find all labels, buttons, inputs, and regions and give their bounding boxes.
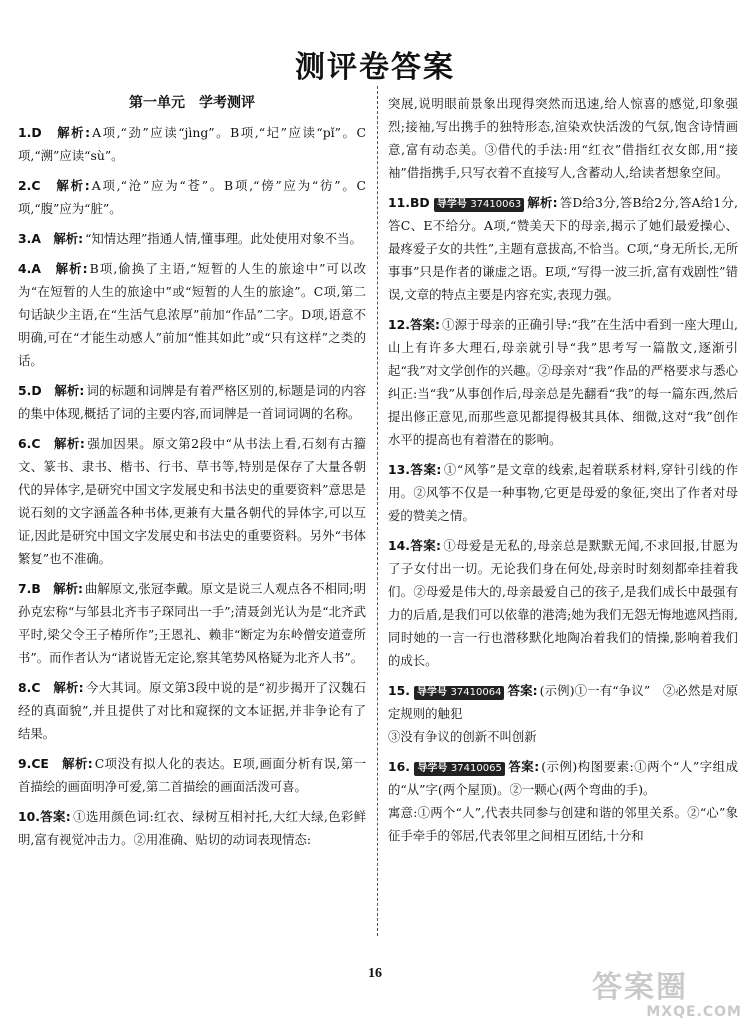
answer-item-14: 14.答案: ①母爱是无私的,母亲总是默默无闻,不求回报,甘愿为了子女付出一切。无论我们身在何处,母亲时时刻刻都牵挂着我们。②母爱是伟大的,母亲最爱自己的孩子,是我们成长中最强有力的后盾,是我们可以依靠的港湾;她为我们无怨无悔地遮风挡雨,同时她的一言一行也潜移默化地陶冶着我们的情操,影响着我们的成长。 [388,538,738,668]
column-divider [377,86,378,936]
answer-item-7: 7.B 解析: 曲解原文,张冠李戴。原文是说三人观点各不相同;明孙克宏称“与邹县北齐韦子琛同出一手”;清聂剑光认为是“北齐武平时,梁父令王子椿所作”;王恩礼、赖非“断定为东岭僧安道壹所书”。而作者认为“诸说皆无定论,察其笔势风格疑为北齐人书”。 [18,581,366,665]
answer-item-16: 16. 导学号 37410065 答案: (示例)构图要素:①两个“人”字组成的“从”字(两个屋顶)。②一颗心(两个弯曲的手)。 寓意:①两个“人”,代表共同参与创建和谐的邻里关系。②“心”象征手牵手的邻居,代表邻里之间相互团结,十分和 [388,759,738,843]
guide-number-badge: 导学号 37410063 [434,198,524,212]
answer-item-3: 3.A 解析: “知情达理”指通人情,懂事理。此处使用对象不当。 [18,231,362,246]
page-title: 测评卷答案 [295,50,455,85]
answer-item-11: 11.BD 导学号 37410063 解析: 答D给3分,答B给2分,答A给1分,答C、E不给分。A项,“赞美天下的母亲,揭示了她们最爱操心、最疼爱子女的共性”,主题有意拔高,不恰当。C项,“身无所长,无所事事”只是作者的谦虚之语。E项,“写得一波三折,富有戏剧性”错误,文章的特点主要是内容充实,表现力强。 [388,195,738,302]
answer-item-6: 6.C 解析: 强加因果。原文第2段中“从书法上看,石刻有古籀文、篆书、隶书、楷书、行书、草书等,特别是保存了大量各朝代的异体字,是研究中国文字发展史和书法史的重要资料”意思是说石刻的文字涵盖各种书体,更兼有大量各朝代的异体字,可以互证,因此是研究中国文字发展史和书法史的重要资料。另外“书体繁复”也不准确。 [18,436,367,566]
answer-item-1: 1.D 解析: A项,“劲”应读“jìng”。B项,“圮”应读“pǐ”。C项,“溯”应读“sù”。 [18,125,366,163]
answer-item-12: 12.答案: ①源于母亲的正确引导:“我”在生活中看到一座大理山,山上有许多大理石,母亲就引导“我”思考写一篇散文,逐渐引起“我”对文学创作的兴趣。②母亲对“我”作品的严格要求与悉心纠正:当“我”从事创作后,母亲总是先翻看“我”的每一篇东西,然后提出修正意见,而那些意见都提得极其具体、细微,这对“我”创作水平的提高也有着潜在的影响。 [388,317,738,447]
unit-heading: 第一单元 学考测评 [129,95,255,111]
answer-item-10-continued: 突展,说明眼前景象出现得突然而迅速,给人惊喜的感觉,印象强烈;接袖,写出携手的独特形态,渲染欢快活泼的气氛,饱含诗情画意,富有动态美。③借代的手法:用“红衣”借指红衣女郎,用“接袖”借指携手,只写衣着不直接写人,含蓄动人,给读者想象空间。 [388,96,738,180]
guide-number-badge: 导学号 37410065 [414,762,504,776]
watermark-logo: 答案圈 MXQE.COM [592,970,742,1020]
answer-item-10: 10.答案: ①选用颜色词:红衣、绿树互相衬托,大红大绿,色彩鲜明,富有视觉冲击力。②用准确、贴切的动词表现情态: [18,809,366,847]
guide-number-badge: 导学号 37410064 [414,686,504,700]
answer-item-2: 2.C 解析: A项,“沧”应为“苍”。B项,“傍”应为“彷”。C项,“腹”应为“脏”。 [18,178,366,216]
answer-item-15: 15. 导学号 37410064 答案: (示例)①一有“争议” ②必然是对原定规则的触犯 ③没有争议的创新不叫创新 [388,683,738,744]
answer-item-4: 4.A 解析: B项,偷换了主语,“短暂的人生的旅途中”可以改为“在短暂的人生的旅途中”或“短暂的人生的旅途”。C项,第二句话缺少主语,在“生活气息浓厚”前加“作品”二字。D项,语意不明确,可在“才能生动感人”前加“惟其如此”或“只有这样”之类的话。 [18,261,366,368]
answer-item-8: 8.C 解析: 今大其词。原文第3段中说的是“初步揭开了汉魏石经的真面貌”,并且提供了对比和窥探的文本证据,并非争论有了结果。 [18,680,367,741]
answer-item-13: 13.答案: ①“风筝”是文章的线索,起着联系材料,穿针引线的作用。②风筝不仅是一种事物,它更是母爱的象征,突出了作者对母爱的赞美之情。 [388,462,738,523]
page-number: 16 [368,966,382,981]
answer-item-9: 9.CE 解析: C项没有拟人化的表达。E项,画面分析有误,第一首描绘的画面明净可爱,第二首描绘的画面活泼可喜。 [18,756,366,794]
answer-item-5: 5.D 解析: 词的标题和词牌是有着严格区别的,标题是词的内容的集中体现,概括了词的主要内容,而词牌是一首词词调的名称。 [18,383,366,421]
left-column [18,92,366,858]
right-column [388,92,738,854]
